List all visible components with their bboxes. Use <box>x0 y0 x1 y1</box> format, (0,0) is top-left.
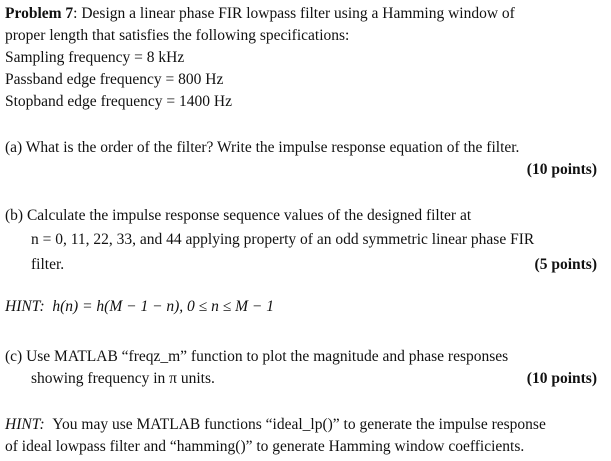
hint2-text: You may use MATLAB functions “ideal_lp()” to generate the impulse response <box>52 416 546 433</box>
hint2-label: HINT: <box>5 416 45 433</box>
problem-intro-line1 <box>5 3 515 25</box>
hint1-label: HINT: <box>5 298 45 315</box>
part-c-line1: (c) Use MATLAB “freqz_m” function to plot the magnitude and phase responses <box>5 348 509 365</box>
part-b-line3: filter. <box>31 256 65 273</box>
hint2-line1 <box>5 414 546 436</box>
spec-stopband-edge: Stopband edge frequency = 1400 Hz <box>5 93 232 110</box>
problem-intro-text: : Design a linear phase FIR lowpass filter using a Hamming window of <box>73 5 515 22</box>
part-b-line2: n = 0, 11, 22, 33, and 44 applying property of an odd symmetric linear phase FIR <box>31 231 535 248</box>
hint1-formula: h(n) = h(M − 1 − n), 0 ≤ n ≤ M − 1 <box>52 298 274 315</box>
part-c-line2: showing frequency in π units. <box>31 370 215 387</box>
hint1 <box>5 296 274 318</box>
part-b-points: (5 points) <box>534 256 597 273</box>
hint2-line2: of ideal lowpass filter and “hamming()” to generate Hamming window coefficients. <box>5 438 525 455</box>
part-c-points: (10 points) <box>526 370 597 387</box>
problem-label: Problem 7 <box>5 5 74 22</box>
part-a-points: (10 points) <box>526 161 597 178</box>
problem-intro-line2: proper length that satisfies the following specifications: <box>5 27 350 44</box>
part-a-question: (a) What is the order of the filter? Write the impulse response equation of the filter. <box>5 139 520 156</box>
part-b-line1: (b) Calculate the impulse response sequence values of the designed filter at <box>5 207 472 224</box>
spec-passband-edge: Passband edge frequency = 800 Hz <box>5 71 224 88</box>
spec-sampling-frequency: Sampling frequency = 8 kHz <box>5 49 185 66</box>
